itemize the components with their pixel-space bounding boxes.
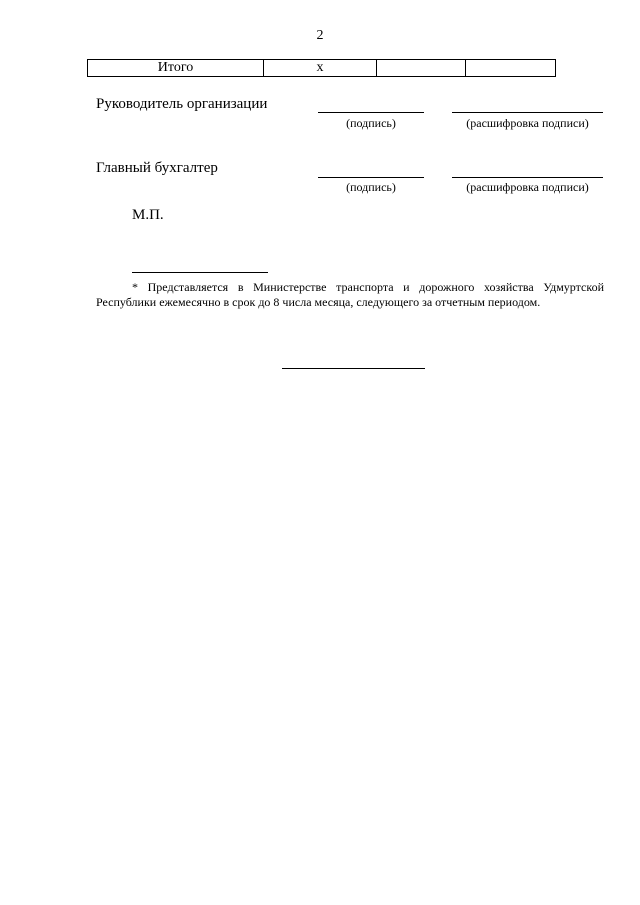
total-cell-3 bbox=[377, 60, 466, 77]
accountant-decode-line bbox=[452, 177, 603, 178]
footnote bbox=[96, 280, 604, 310]
accountant-signature-caption: (подпись) bbox=[346, 180, 396, 194]
end-rule bbox=[282, 368, 425, 369]
total-cell-4 bbox=[466, 60, 556, 77]
director-signature-caption: (подпись) bbox=[346, 116, 396, 130]
footnote-line-2: Республики ежемесячно в срок до 8 числа месяца, следующего за отчетным периодом. bbox=[96, 295, 541, 309]
page-number: 2 bbox=[316, 28, 324, 43]
total-x-mark: х bbox=[264, 60, 377, 77]
accountant-decode-caption: (расшифровка подписи) bbox=[466, 180, 589, 194]
director-decode-caption: (расшифровка подписи) bbox=[466, 116, 589, 130]
total-table bbox=[87, 59, 556, 77]
total-row bbox=[88, 60, 556, 77]
total-label: Итого bbox=[88, 60, 264, 77]
footnote-separator bbox=[132, 272, 268, 273]
director-decode-line bbox=[452, 112, 603, 113]
stamp-place: М.П. bbox=[132, 207, 164, 223]
footnote-line-1: * Представляется в Министерстве транспорта и дорожного хозяйства Удмуртской bbox=[132, 280, 604, 294]
director-signature-line bbox=[318, 112, 424, 113]
accountant-signature-line bbox=[318, 177, 424, 178]
accountant-label: Главный бухгалтер bbox=[96, 160, 218, 176]
director-label: Руководитель организации bbox=[96, 96, 268, 112]
